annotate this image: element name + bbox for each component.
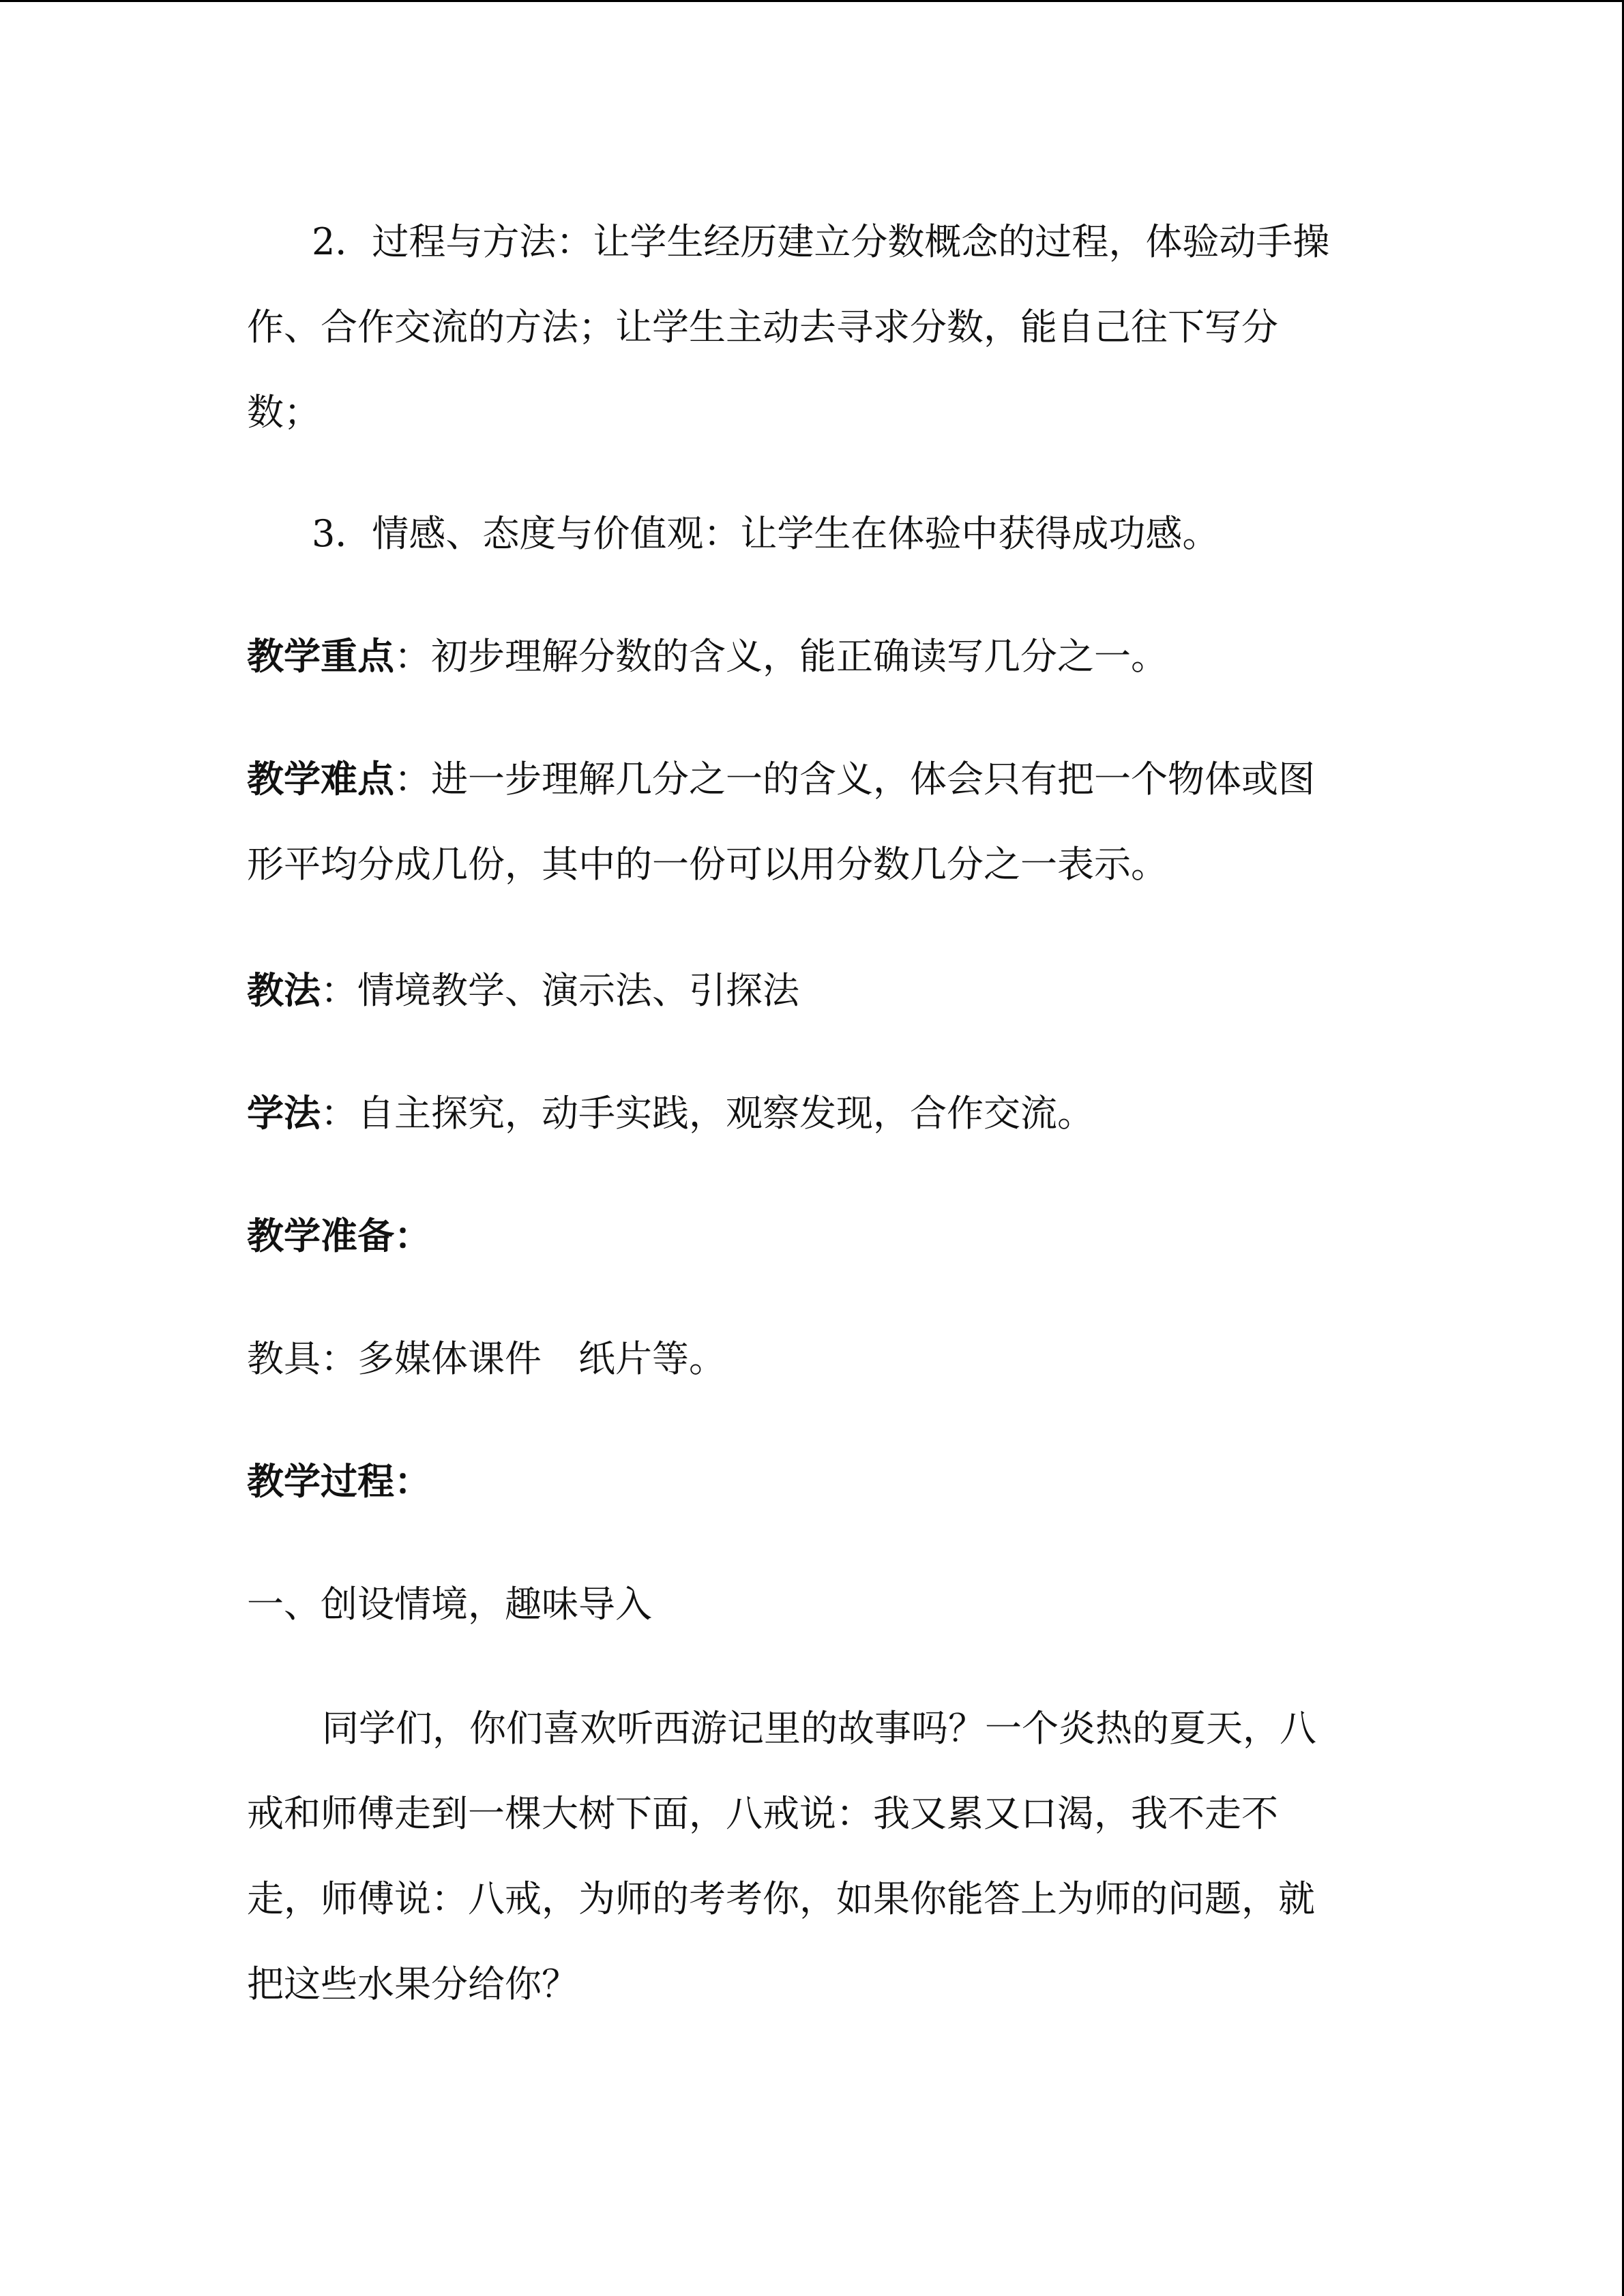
- section-1-line-3: 走，师傅说：八戒，为师的考考你，如果你能答上为师的问题，就: [247, 1877, 1315, 1920]
- difficulty-label: 教学难点: [247, 758, 394, 801]
- section-1-line-1: 同学们，你们喜欢听西游记里的故事吗？一个炎热的夏天，八: [322, 1707, 1316, 1750]
- teaching-method-label: 教法: [247, 969, 321, 1012]
- key-point-paragraph: [247, 633, 1168, 681]
- objective-2-line-3: 数；: [247, 391, 321, 434]
- preparation-heading: 教学准备：: [247, 1214, 431, 1257]
- learning-method-paragraph: [247, 1090, 1094, 1137]
- difficulty-line-1: ：进一步理解几分之一的含义，体会只有把一个物体或图: [394, 758, 1315, 801]
- teaching-aids-line: 教具：多媒体课件 纸片等。: [247, 1337, 726, 1380]
- teaching-method-text: ：情境教学、演示法、引探法: [321, 969, 799, 1012]
- section-1-line-4: 把这些水果分给你？: [247, 1963, 578, 2006]
- learning-method-label: 学法: [247, 1092, 321, 1135]
- learning-method-text: ：自主探究，动手实践，观察发现，合作交流。: [321, 1092, 1094, 1135]
- process-heading: 教学过程：: [247, 1460, 431, 1503]
- section-1-line-2: 戒和师傅走到一棵大树下面，八戒说：我又累又口渴，我不走不: [247, 1792, 1278, 1835]
- teaching-method-paragraph: [247, 967, 799, 1015]
- difficulty-paragraph: [247, 756, 1315, 803]
- objective-3-line-1: 3．情感、态度与价值观：让学生在体验中获得成功感。: [312, 512, 1220, 555]
- section-1-heading: 一、创设情境，趣味导入: [247, 1583, 652, 1626]
- key-point-text: ：初步理解分数的含义，能正确读写几分之一。: [394, 635, 1168, 678]
- objective-2-line-2: 作、合作交流的方法；让学生主动去寻求分数，能自己往下写分: [247, 305, 1278, 348]
- difficulty-line-2: 形平均分成几份，其中的一份可以用分数几分之一表示。: [247, 843, 1168, 886]
- key-point-label: 教学重点: [247, 635, 394, 678]
- objective-2-line-1: 2．过程与方法：让学生经历建立分数概念的过程，体验动手操: [312, 220, 1330, 263]
